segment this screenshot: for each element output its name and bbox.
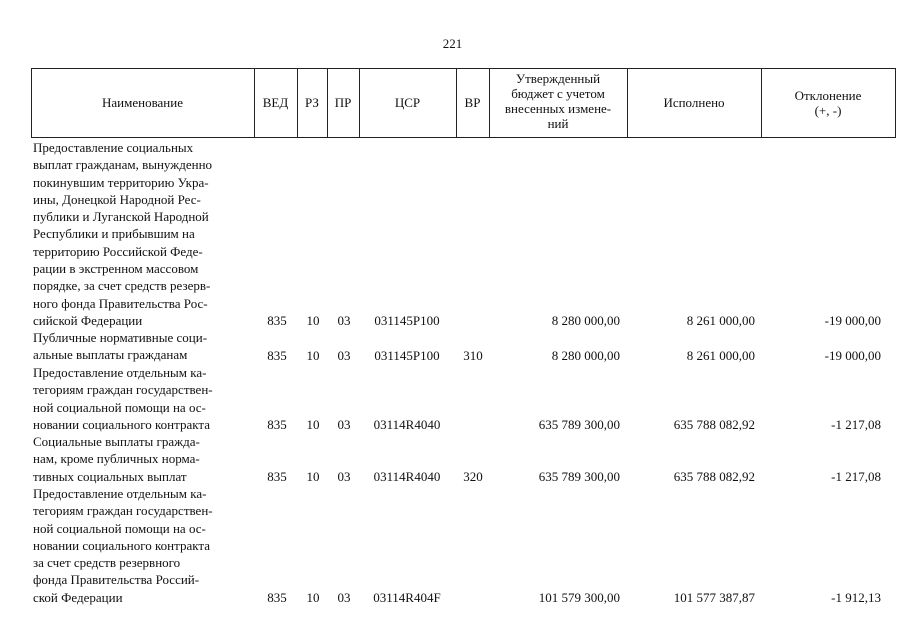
header-bottom-border <box>31 137 896 138</box>
row-csr: 03114R4040 <box>373 468 441 484</box>
row-ved: 835 <box>267 312 287 328</box>
header-rz: РЗ <box>305 95 319 110</box>
page-number: 221 <box>442 36 463 51</box>
header-ved: ВЕД <box>262 95 289 110</box>
row-ved: 835 <box>267 347 287 363</box>
row-executed: 635 788 082,92 <box>673 416 755 432</box>
row-csr: 031145P100 <box>374 347 440 363</box>
header-name: Наименование <box>102 95 183 110</box>
table-row <box>0 329 905 364</box>
row-rz: 10 <box>306 347 320 363</box>
row-budget: 635 789 300,00 <box>538 468 620 484</box>
row-budget: 101 579 300,00 <box>538 589 620 605</box>
row-rz: 10 <box>306 312 320 328</box>
header-budget: Утвержденный бюджет с учетом внесенных измене- ний <box>504 71 612 131</box>
table-row <box>0 433 905 485</box>
row-rz: 10 <box>306 416 320 432</box>
row-pr: 03 <box>337 416 351 432</box>
row-name: Предоставление отдельным ка- тегориям граждан государствен- ной социальной помощи на ос- новании социального контракта <box>33 365 213 432</box>
column-divider <box>895 68 896 138</box>
row-name: Предоставление отдельным ка- тегориям граждан государствен- ной социальной помощи на ос- новании социального контракта за счет средств резервного фонда Правительства Россий- ской Федерации <box>33 486 213 605</box>
row-csr: 03114R4040 <box>373 416 441 432</box>
row-name: Социальные выплаты гражда- нам, кроме публичных норма- тивных социальных выплат <box>33 434 200 484</box>
row-vr: 320 <box>463 468 483 484</box>
row-name: Предоставление социальных выплат гражданам, вынужденно покинувшим территорию Укра- ины, Донецкой Народной Рес- публики и Луганской Народной Республики и прибывшим на территорию Российской Феде- рации в экстренном массовом порядке, за счет средств резерв- ного фонда Правительства Рос- сийской Федерации <box>33 140 213 328</box>
header-deviation: Отклонение (+, -) <box>794 88 862 118</box>
header-executed: Исполнено <box>663 95 725 110</box>
row-budget: 635 789 300,00 <box>538 416 620 432</box>
row-executed: 101 577 387,87 <box>673 589 755 605</box>
row-vr: 310 <box>463 347 483 363</box>
row-deviation: -1 217,08 <box>831 416 881 432</box>
table-row <box>0 364 905 433</box>
row-executed: 8 261 000,00 <box>686 312 755 328</box>
table-row <box>0 139 905 329</box>
row-pr: 03 <box>337 312 351 328</box>
row-rz: 10 <box>306 589 320 605</box>
header-top-border <box>31 68 896 69</box>
row-pr: 03 <box>337 347 351 363</box>
header-csr: ЦСР <box>394 95 421 110</box>
header-vr: ВР <box>464 95 481 110</box>
row-pr: 03 <box>337 589 351 605</box>
row-deviation: -19 000,00 <box>824 312 881 328</box>
row-ved: 835 <box>267 589 287 605</box>
row-deviation: -1 912,13 <box>831 589 881 605</box>
row-deviation: -1 217,08 <box>831 468 881 484</box>
row-executed: 635 788 082,92 <box>673 468 755 484</box>
row-ved: 835 <box>267 468 287 484</box>
row-ved: 835 <box>267 416 287 432</box>
row-deviation: -19 000,00 <box>824 347 881 363</box>
row-budget: 8 280 000,00 <box>551 312 620 328</box>
row-rz: 10 <box>306 468 320 484</box>
row-budget: 8 280 000,00 <box>551 347 620 363</box>
row-csr: 03114R404F <box>373 589 441 605</box>
row-name: Публичные нормативные соци- альные выплаты гражданам <box>33 330 208 363</box>
row-executed: 8 261 000,00 <box>686 347 755 363</box>
header-pr: ПР <box>334 95 352 110</box>
row-pr: 03 <box>337 468 351 484</box>
row-csr: 031145P100 <box>374 312 440 328</box>
table-row <box>0 485 905 606</box>
